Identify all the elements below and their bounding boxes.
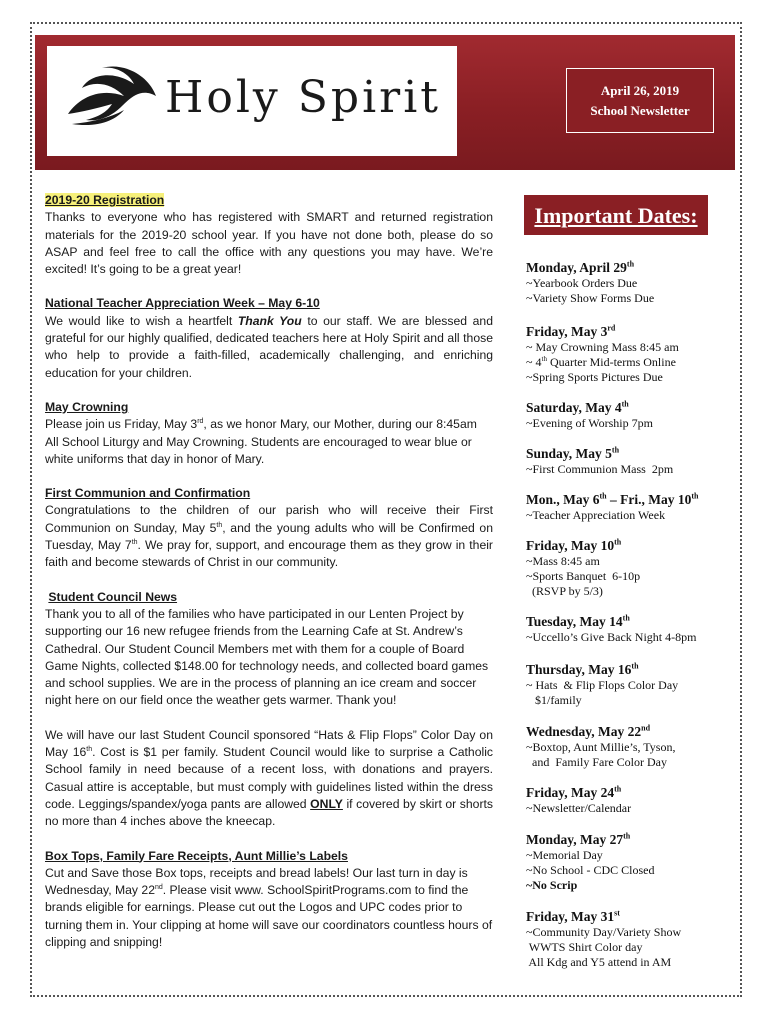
text-run: , as we honor Mary, our Mother, during our 8:45am All School Liturgy and May Crowning. Students are encouraged to wear blue or white uniforms that day in honor of Mary. [45,417,477,466]
event-day: Friday, May 10th [526,537,622,553]
section-body [45,502,493,571]
section-body [45,865,493,951]
text-run: to our staff. We are blessed and grateful for our highly qualified, dedicated teachers here at Holy Spirit and all those who help to provide a faith-filled, academically challenging, and enriching education for your children. [45,313,493,380]
event-detail: ~Memorial Day [526,848,603,862]
event-item [526,323,716,385]
text-run: Congratulations to the children of our parish who will receive their First Communion on Sunday, May 5 [45,503,493,535]
event-item [526,445,716,477]
event-item [526,613,716,645]
event-detail: ~Yearbook Orders Due [526,276,638,290]
section-box-tops [45,848,493,952]
event-detail: ~Teacher Appreciation Week [526,508,666,522]
event-day: Monday, May 27th [526,831,631,847]
event-day: Thursday, May 16th [526,661,639,677]
newsletter-type: School Newsletter [590,102,690,118]
event-item [526,908,716,970]
important-dates-title: Important Dates: [524,195,708,235]
event-detail: ~Boxtop, Aunt Millie’s, Tyson, [526,740,676,754]
section-body: Thank you to all of the families who have participated in our Lenten Project by supporting our 16 new refugee friends from the Learning Cafe at St. Andrew’s Cathedral. Our Student Council Members met with them for a couple of Board Game Nights, collected $148.00 for technology needs, and collected board games and school supplies. We are in the process of planning an ice cream and soccer night here on our field once the weather gets warmer. Thank you! [45,606,489,708]
event-detail: and Family Fare Color Day [526,755,667,769]
ordinal-suffix: rd [197,418,204,426]
event-detail: ~ 4th Quarter Mid-terms Online [526,355,676,369]
dove-logo-icon [62,66,162,128]
school-name: Holy Spirit [165,72,441,123]
section-may-crowning [45,399,493,468]
event-detail: ~No School - CDC Closed [526,863,655,877]
event-detail: $1/family [526,693,582,707]
section-heading: National Teacher Appreciation Week – May 6-10 [45,296,320,311]
event-item [526,661,716,708]
section-body [45,313,493,382]
event-detail: ~Spring Sports Pictures Due [526,370,663,384]
text-emphasis: ONLY [310,796,343,811]
event-detail: ~Uccello’s Give Back Night 4-8pm [526,630,697,644]
text-run: Please join us Friday, May 3 [45,417,198,432]
newsletter-date-box [566,68,714,133]
section-heading: May Crowning [45,399,129,414]
event-day: Tuesday, May 14th [526,613,630,629]
event-detail: ~Community Day/Variety Show [526,925,682,939]
event-detail: ~No Scrip [526,878,578,892]
newsletter-date: April 26, 2019 [600,82,680,98]
text-run: Cut and Save those Box tops, receipts and bread labels! Our last turn in day is Wednesday, May 22 [45,865,468,898]
text-run: . Please visit www. SchoolSpiritPrograms.com to find the brands eligible for earnings. Please cut out the Logos and UPC codes prior to turning them in. Your clipping at home will save our coordinators countless hours of clipping and snipping! [45,883,493,949]
event-detail: ~Mass 8:45 am [526,554,600,568]
event-item [526,784,716,816]
section-heading: First Communion and Confirmation [45,486,251,501]
text-emphasis: Thank You [237,313,302,328]
event-day: Friday, May 3rd [526,323,616,339]
event-item [526,831,716,893]
ordinal-suffix: nd [154,884,163,892]
event-detail: ~Variety Show Forms Due [526,291,655,305]
event-detail: ~ Hats & Flip Flops Color Day [526,678,679,692]
section-heading: Student Council News [48,589,178,604]
important-dates-column [518,195,710,969]
event-day: Monday, April 29th [526,259,635,275]
event-detail: WWTS Shirt Color day [526,940,643,954]
event-item [526,723,716,770]
event-day: Friday, May 31st [526,908,620,924]
section-heading: 2019-20 Registration [45,193,165,207]
text-run: . Cost is $1 per family. Student Council would like to surprise a Catholic School family in need because of a recent loss, with donations and prayers. Casual attire is acceptable, but must comply with guidelines listed within the dress code. Leggings/spandex/yoga pants are allowed [45,745,493,811]
section-teacher-appreciation [45,295,493,381]
text-run: We would like to wish a heartfelt [45,313,238,328]
event-detail: (RSVP by 5/3) [526,584,603,598]
section-student-council [45,589,493,831]
section-body [45,416,493,468]
event-detail: ~Evening of Worship 7pm [526,416,653,430]
section-body [45,727,493,831]
event-day: Mon., May 6th – Fri., May 10th [526,491,699,507]
ordinal-suffix: th [86,745,93,753]
event-detail: All Kdg and Y5 attend in AM [526,955,672,969]
ordinal-suffix: th [216,521,223,529]
event-item [526,537,716,599]
section-body: Thanks to everyone who has registered with SMART and returned registration materials for the 2019-20 school year. If you have not done both, please do so ASAP and feel free to call the office with any questions you may have. We’re excited! It’s going to be a great year! [45,210,493,277]
event-detail: ~Sports Banquet 6-10p [526,569,641,583]
ordinal-suffix: th [131,538,138,546]
event-item [526,399,716,431]
event-day: Friday, May 24th [526,784,622,800]
event-day: Wednesday, May 22nd [526,723,651,739]
text-run: , and the young adults who will be Confirmed on Tuesday, May 7 [45,520,493,553]
event-day: Saturday, May 4th [526,399,629,415]
event-detail: ~Newsletter/Calendar [526,801,632,815]
articles-column [45,192,493,968]
event-item [526,491,716,523]
section-communion [45,485,493,571]
event-item [526,259,716,306]
text-run: . We pray for, support, and encourage them as they grow in their faith and become stewards of Christ in our community. [45,538,493,570]
text-run: We will have our last Student Council sponsored “Hats & Flip Flops” Color Day on May 16 [45,727,493,760]
event-day: Sunday, May 5th [526,445,620,461]
section-heading: Box Tops, Family Fare Receipts, Aunt Millie’s Labels [45,848,348,863]
text-run: if covered by skirt or shorts no more than 4 inches above the kneecap. [45,796,493,829]
event-detail: ~ May Crowning Mass 8:45 am [526,340,679,354]
event-detail: ~First Communion Mass 2pm [526,462,674,476]
section-registration [45,192,493,278]
